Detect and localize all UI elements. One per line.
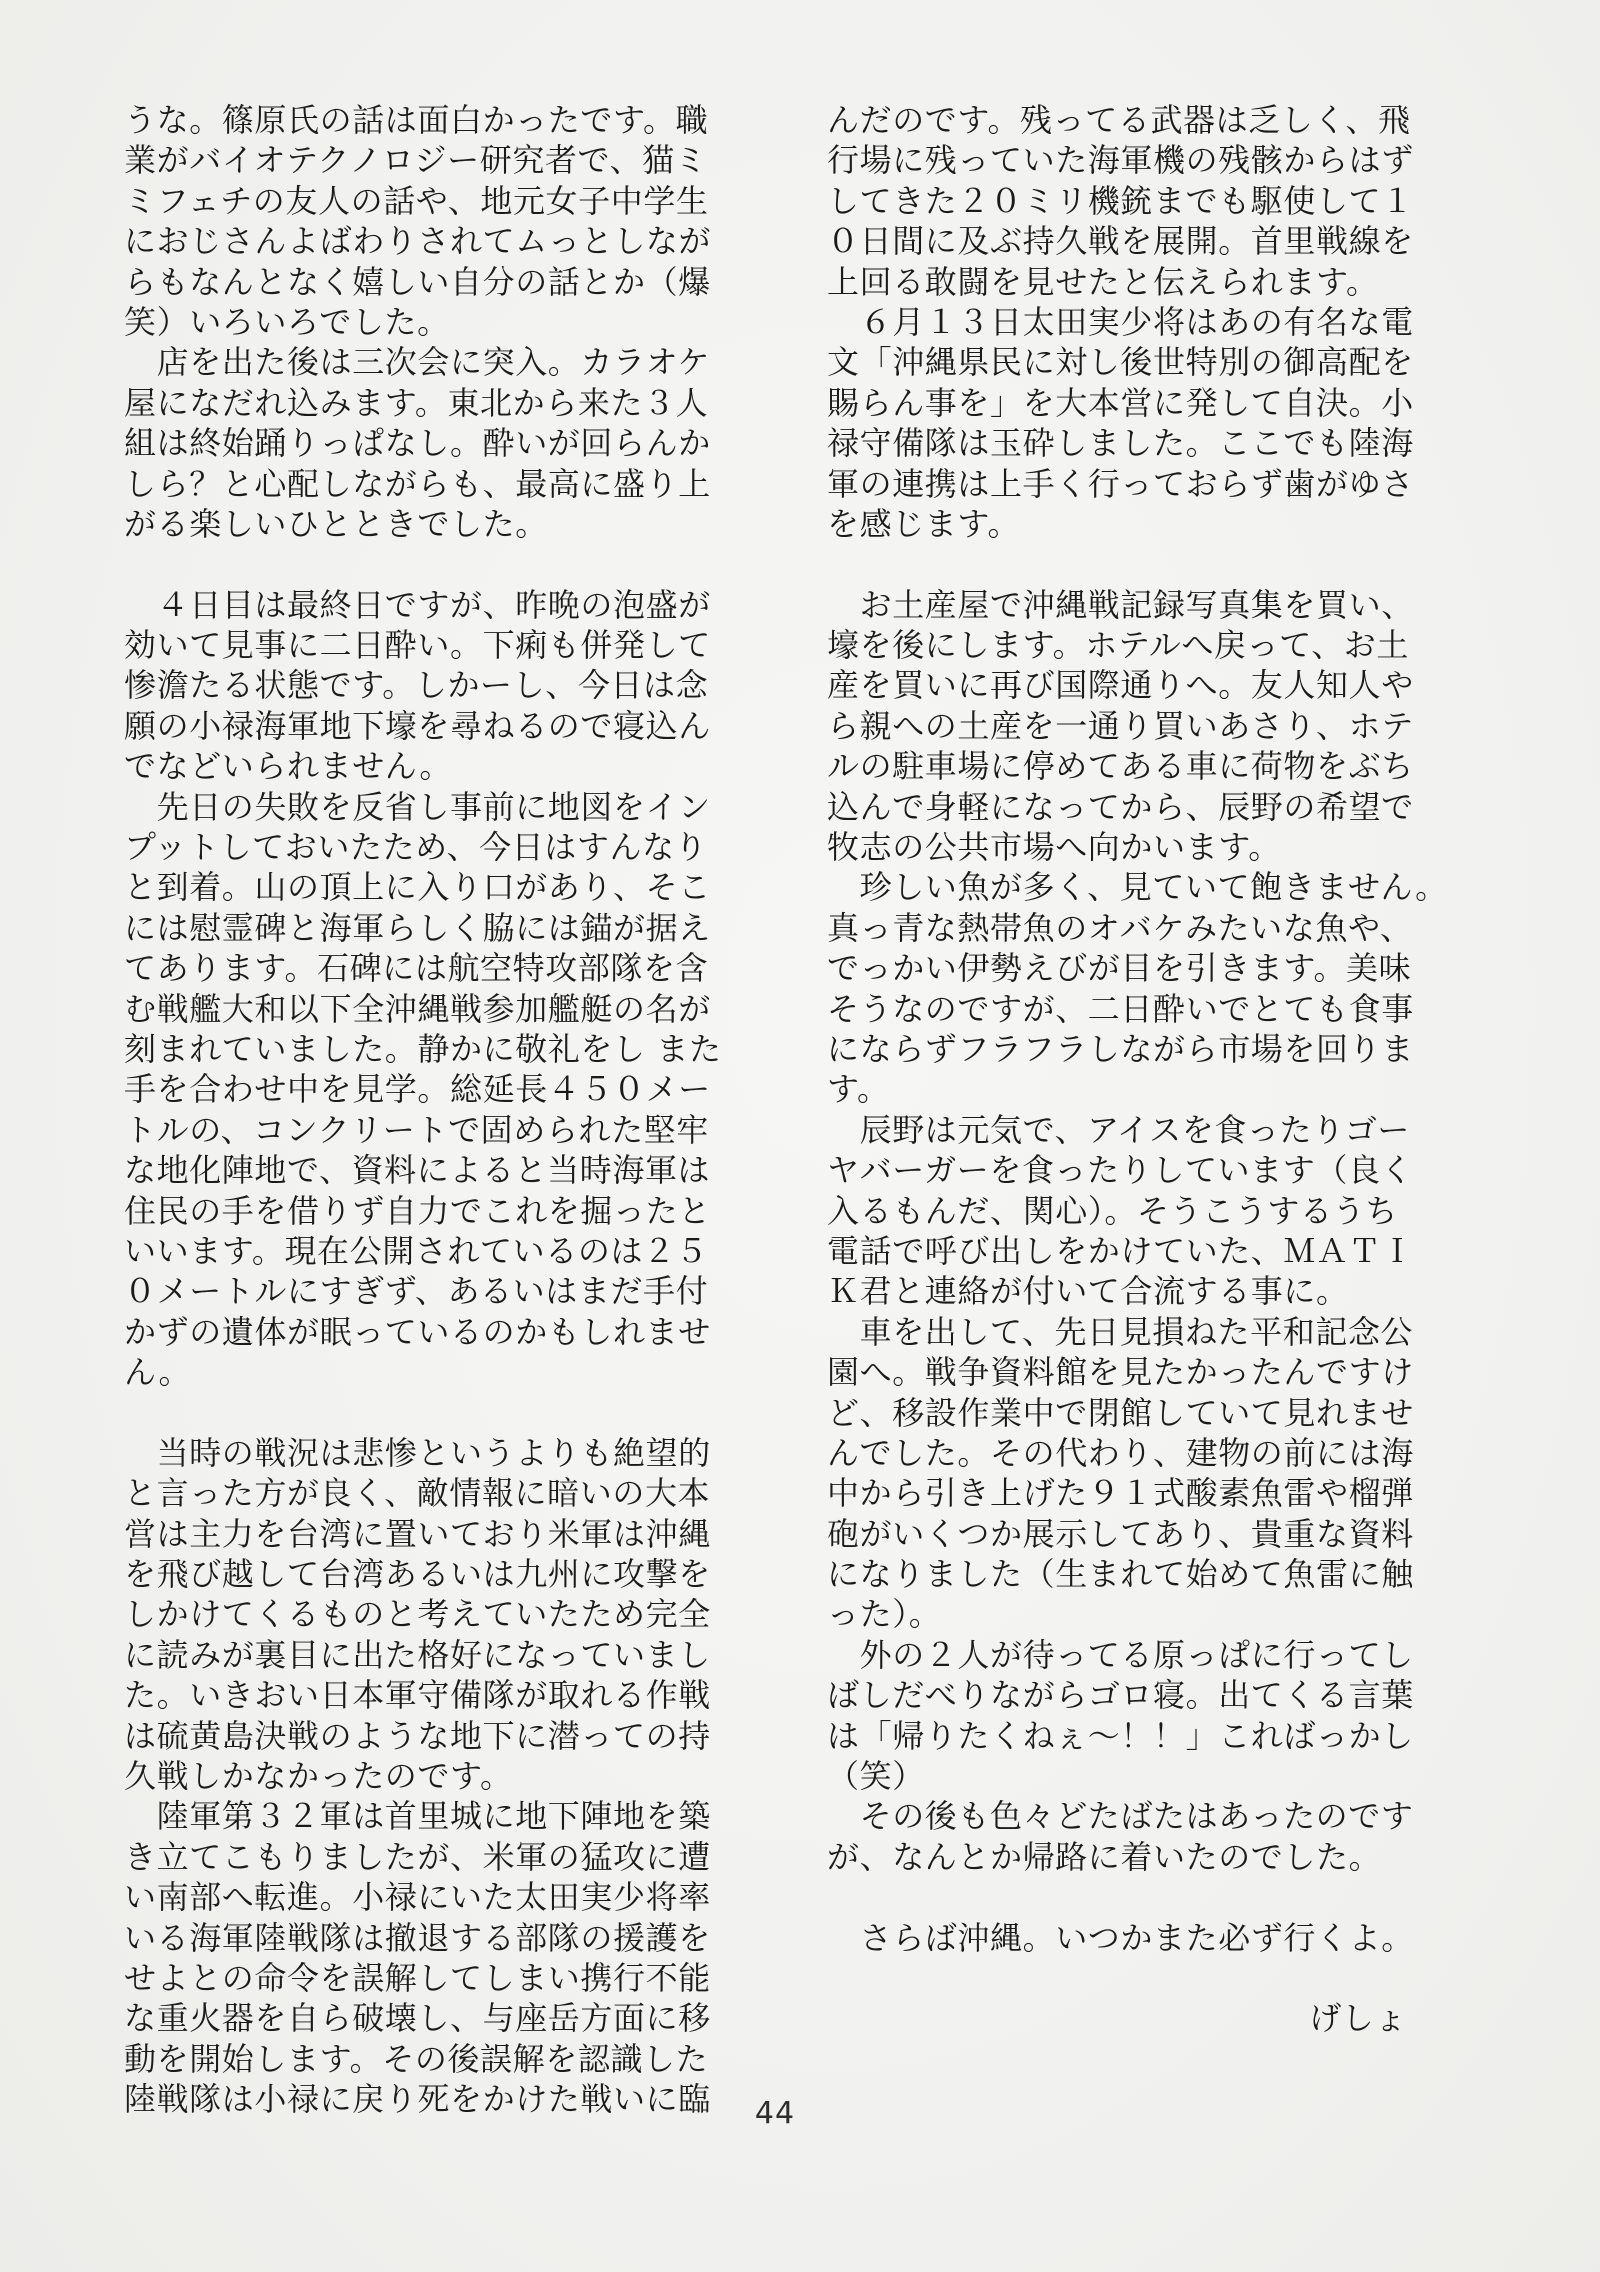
left-text-column [124, 100, 722, 2120]
text-line: ルの駐車場に停めてある車に荷物をぶち [827, 747, 1414, 786]
text-line: ん。 [124, 1353, 192, 1392]
text-line: ６月１３日太田実少将はあの有名な電 [827, 302, 1414, 341]
text-line: しかけてくるものと考えていたため完全 [124, 1595, 711, 1634]
text-line: 住民の手を借りず自力でこれを掘ったと [124, 1191, 711, 1230]
text-line: 産を買いに再び国際通りへ。友人知人や [827, 666, 1414, 705]
text-line: トルの、コンクリートで固められた堅牢 [124, 1110, 709, 1149]
text-line: 辰野は元気で、アイスを食ったりゴー [827, 1110, 1410, 1149]
text-line: になりました（生まれて始めて魚雷に触 [827, 1555, 1414, 1594]
text-line: （笑） [827, 1757, 925, 1796]
text-line: 園へ。戦争資料館を見たかったんですけ [827, 1353, 1414, 1392]
text-line: プットしておいたため、今日はすんなり [124, 828, 708, 867]
text-line: 軍の連携は上手く行っておらず歯がゆさ [827, 464, 1414, 503]
text-line: に読みが裏目に出た格好になっていまし [124, 1635, 711, 1674]
text-line: 牧志の公共市場へ向かいます。 [827, 828, 1281, 867]
text-line: 文「沖縄県民に対し後世特別の御高配を [827, 343, 1414, 382]
text-line: 砲がいくつか展示してあり、貴重な資料 [827, 1514, 1414, 1553]
text-line: 電話で呼び出しをかけていた、ＭＡＴＩ [827, 1231, 1414, 1270]
text-line: 中から引き上げた９１式酸素魚雷や榴弾 [827, 1474, 1414, 1513]
text-line: 込んで身軽になってから、辰野の希望で [827, 787, 1414, 826]
text-line: と言った方が良く、敵情報に暗いの大本 [124, 1474, 711, 1513]
text-line: 効いて見事に二日酔い。下痢も併発して [124, 626, 711, 665]
text-line: い南部へ転進。小禄にいた太田実少将率 [124, 1878, 711, 1917]
text-line: ばしだべりながらゴロ寝。出てくる言葉 [827, 1676, 1414, 1715]
text-line: 業がバイオテクノロジー研究者で、猫ミ [124, 141, 708, 180]
text-line: におじさんよばわりされてムっとしなが [124, 222, 712, 261]
text-line: 上回る敢闘を見せたと伝えられます。 [827, 262, 1379, 301]
text-line: 久戦しかなかったのです。 [124, 1757, 513, 1796]
text-line: 刻まれていました。静かに敬礼をし また [124, 1029, 722, 1068]
text-line: は硫黄島決戦のような地下に潜っての持 [124, 1716, 711, 1755]
text-line: を感じます。 [827, 504, 1021, 543]
text-line: む戦艦大和以下全沖縄戦参加艦艇の名が [124, 989, 711, 1028]
text-line [827, 1958, 1419, 1998]
text-line: にならずフラフラしながら市場を回りま [827, 1029, 1414, 1068]
text-line: 陸戦隊は小禄に戻り死をかけた戦いに臨 [124, 2080, 711, 2119]
text-line: には慰霊碑と海軍らしく脇には錨が据え [124, 908, 711, 947]
text-line: 行場に残っていた海軍機の残骸からはず [827, 141, 1414, 180]
text-line: 店を出た後は三次会に突入。カラオケ [124, 343, 711, 382]
text-line: さらば沖縄。いつかまた必ず行くよ。 [827, 1918, 1414, 1957]
text-line: 当時の戦況は悲惨というよりも絶望的 [124, 1433, 711, 1472]
text-line: でなどいられません。 [124, 747, 452, 786]
text-line: げしょ [1309, 1999, 1407, 2038]
text-line: ミフェチの友人の話や、地元女子中学生 [124, 181, 709, 220]
text-line: らもなんとなく嬉しい自分の話とか（爆 [124, 262, 711, 301]
text-line [827, 544, 1419, 584]
text-line: 手を合わせ中を見学。総延長４５０メー [124, 1070, 711, 1109]
text-line: 壕を後にします。ホテルへ戻って、お土 [827, 626, 1410, 665]
text-line: ０メートルにすぎず、あるいはまだ手付 [124, 1272, 709, 1311]
text-line: しら？と心配しながらも、最高に盛り上 [124, 464, 711, 503]
text-line: 真っ青な熱帯魚のオバケみたいな魚や、 [827, 908, 1413, 947]
text-line: 禄守備隊は玉砕しました。ここでも陸海 [827, 424, 1414, 463]
text-line: な重火器を自ら破壊し、与座岳方面に移 [124, 1999, 711, 2038]
text-line: 笑）いろいろでした。 [124, 302, 450, 341]
text-line: な地化陣地で、資料によると当時海軍は [124, 1151, 711, 1190]
text-line: 賜らん事を」を大本営に発して自決。小 [827, 383, 1414, 422]
text-line: 陸軍第３２軍は首里城に地下陣地を築 [124, 1797, 711, 1836]
text-line: す。 [827, 1070, 890, 1109]
text-line: ら親への土産を一通り買いあさり、ホテ [827, 706, 1414, 745]
text-line: 屋になだれ込みます。東北から来た３人 [124, 383, 709, 422]
text-line: 入るもんだ、関心）。そうこうするうち [827, 1191, 1398, 1230]
text-line: いいます。現在公開されているのは２５ [124, 1231, 709, 1270]
text-line: と到着。山の頂上に入り口があり、そこ [124, 868, 711, 907]
text-line: お土産屋で沖縄戦記録写真集を買い、 [827, 585, 1414, 624]
text-line: かずの遺体が眠っているのかもしれませ [124, 1312, 711, 1351]
right-text-column [827, 100, 1448, 2039]
text-line: そうなのですが、二日酔いでとても食事 [827, 989, 1414, 1028]
text-line: せよとの命令を誤解してしまい携行不能 [124, 1958, 711, 1997]
text-line: してきた２０ミリ機銃までも駆使して１ [827, 181, 1414, 220]
text-line: ４日目は最終日ですが、昨晩の泡盛が [124, 585, 711, 624]
text-line: ヤバーガーを食ったりしています（良く [827, 1151, 1414, 1190]
text-line: 組は終始踊りっぱなし。酔いが回らんか [124, 424, 711, 463]
text-line: き立てこもりましたが、米軍の猛攻に遭 [124, 1837, 711, 1876]
page-number: 44 [754, 2096, 796, 2131]
text-line: 惨澹たる状態です。しかーし、今日は念 [124, 666, 709, 705]
text-line: ど、移設作業中で閉館していて見れませ [827, 1393, 1414, 1432]
text-line: ０日間に及ぶ持久戦を展開。首里戦線を [827, 222, 1414, 261]
text-line: った）。 [827, 1595, 942, 1634]
text-line: Ｋ君と連絡が付いて合流する事に。 [827, 1272, 1349, 1311]
text-line: 先日の失敗を反省し事前に地図をイン [124, 787, 711, 826]
text-line: 営は主力を台湾に置いており米軍は沖縄 [124, 1514, 711, 1553]
text-line: は「帰りたくねぇ～！！」こればっかし [827, 1716, 1414, 1755]
text-line: た。いきおい日本軍守備隊が取れる作戦 [124, 1676, 711, 1715]
text-line: んだのです。残ってる武器は乏しく、飛 [827, 101, 1411, 139]
text-line: 車を出して、先日見損ねた平和記念公 [827, 1312, 1414, 1351]
text-line: うな。篠原氏の話は面白かったです。職 [124, 101, 709, 139]
text-line: その後も色々どたばたはあったのです [827, 1797, 1414, 1836]
text-line: 願の小禄海軍地下壕を尋ねるので寝込ん [124, 706, 711, 745]
text-line [124, 1393, 706, 1433]
text-line: がる楽しいひとときでした。 [124, 504, 548, 543]
text-line: いる海軍陸戦隊は撤退する部隊の援護を [124, 1918, 711, 1957]
text-line [124, 544, 706, 584]
text-line: 外の２人が待ってる原っぱに行ってし [827, 1635, 1414, 1674]
text-line: んでした。その代わり、建物の前には海 [827, 1433, 1414, 1472]
text-line: を飛び越して台湾あるいは九州に攻撃を [124, 1555, 711, 1594]
text-line: が、なんとか帰路に着いたのでした。 [827, 1837, 1382, 1876]
text-line: てあります。石碑には航空特攻部隊を含 [124, 949, 709, 988]
text-line [827, 1877, 1419, 1917]
text-line: 動を開始します。その後誤解を認識した [124, 2039, 709, 2078]
text-line: 珍しい魚が多く、見ていて飽きません。 [827, 868, 1448, 907]
text-line: でっかい伊勢えびが目を引きます。美味 [827, 949, 1412, 988]
